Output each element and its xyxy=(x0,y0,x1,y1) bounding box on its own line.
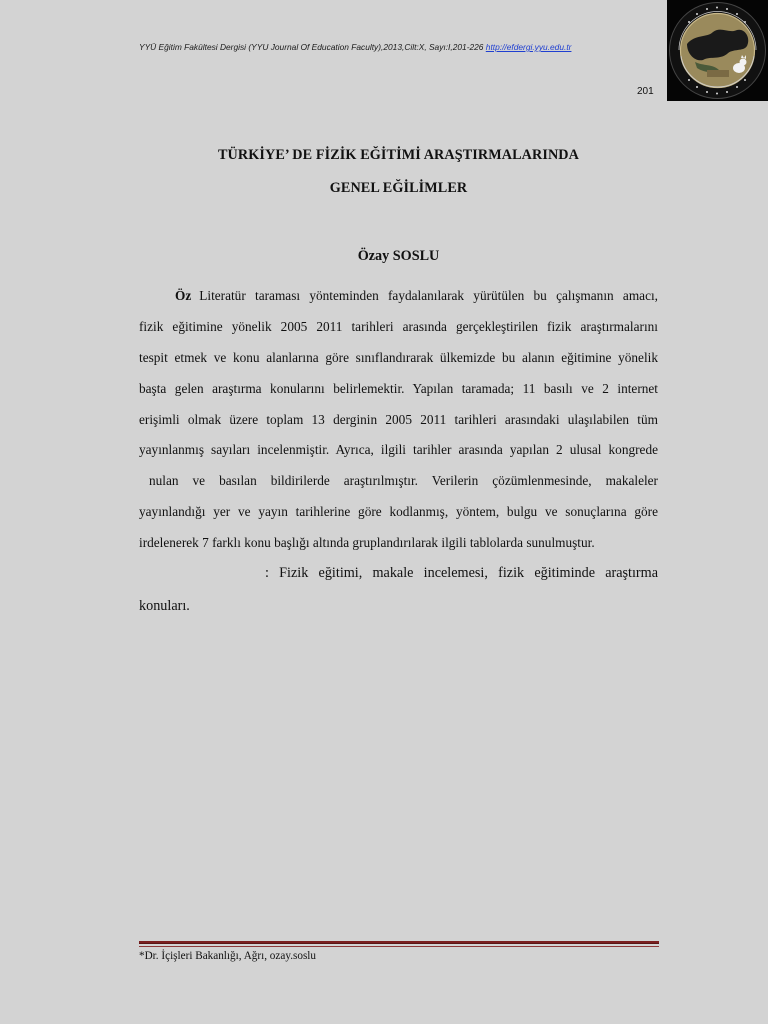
abstract-line: fizik eğitimine yönelik 2005 2011 tarihleri arasında gerçekleştirilen fizik araştırmalarını xyxy=(139,318,658,334)
abstract-line: nulan ve basılan bildirilerde araştırılmıştır. Verilerin çözümlenmesinde, makaleler xyxy=(149,473,658,489)
article-title-line-2: GENEL EĞİLİMLER xyxy=(329,180,468,196)
keywords xyxy=(139,557,658,623)
abstract-line xyxy=(139,281,658,312)
author-name: Özay SOSLU xyxy=(357,248,440,264)
footnote-divider-thin xyxy=(139,946,659,947)
page-number: 201 xyxy=(637,86,654,97)
author-footnote: *Dr. İçişleri Bakanlığı, Ağrı, ozay.soslu xyxy=(139,950,316,962)
citation-text: YYÜ Eğitim Fakültesi Dergisi (YYU Journal Of Education Faculty),2013,Cilt:X, Sayı:I,201-226 xyxy=(139,42,484,52)
article-title-line-1: TÜRKİYE’ DE FİZİK EĞİTİMİ ARAŞTIRMALARINDA xyxy=(217,147,580,163)
abstract-line: erişimli olmak üzere toplam 13 derginin 2005 2011 tarihleri arasındaki ulaşılabilen tüm xyxy=(139,411,658,427)
abstract-line: başta gelen araştırma konularını belirlemektir. Yapılan taramada; 11 basılı ve 2 internet xyxy=(139,380,658,396)
university-seal-icon xyxy=(667,0,768,101)
footnote-divider xyxy=(139,941,659,944)
university-logo xyxy=(667,0,768,101)
abstract-line: irdelenerek 7 farklı konu başlığı altında gruplandırılarak ilgili tablolarda sunulmuştur. xyxy=(139,535,595,551)
abstract-line-text: Literatür taraması yönteminden faydalanılarak yürütülen bu çalışmanın amacı, xyxy=(199,288,658,303)
journal-citation xyxy=(139,42,571,52)
abstract-line: tespit etmek ve konu alanlarına göre sınıflandırarak ülkemizde bu alanın eğitimine yönelik xyxy=(139,349,658,365)
abstract-line: yayınlanmış sayıları incelenmiştir. Ayrıca, ilgili tarihler arasında yapılan 2 ulusal kongrede xyxy=(139,442,658,458)
abstract-label: Öz xyxy=(175,288,192,303)
keywords-line: : Fizik eğitimi, makale incelemesi, fizik eğitiminde araştırma xyxy=(265,565,658,581)
journal-url-link[interactable]: http://efdergi.yyu.edu.tr xyxy=(485,42,572,52)
abstract xyxy=(139,281,658,559)
abstract-line: yayınlandığı yer ve yayın tarihlerine göre kodlanmış, yöntem, bulgu ve sonuçlarına göre xyxy=(139,504,658,520)
keywords-line: konuları. xyxy=(139,598,190,614)
